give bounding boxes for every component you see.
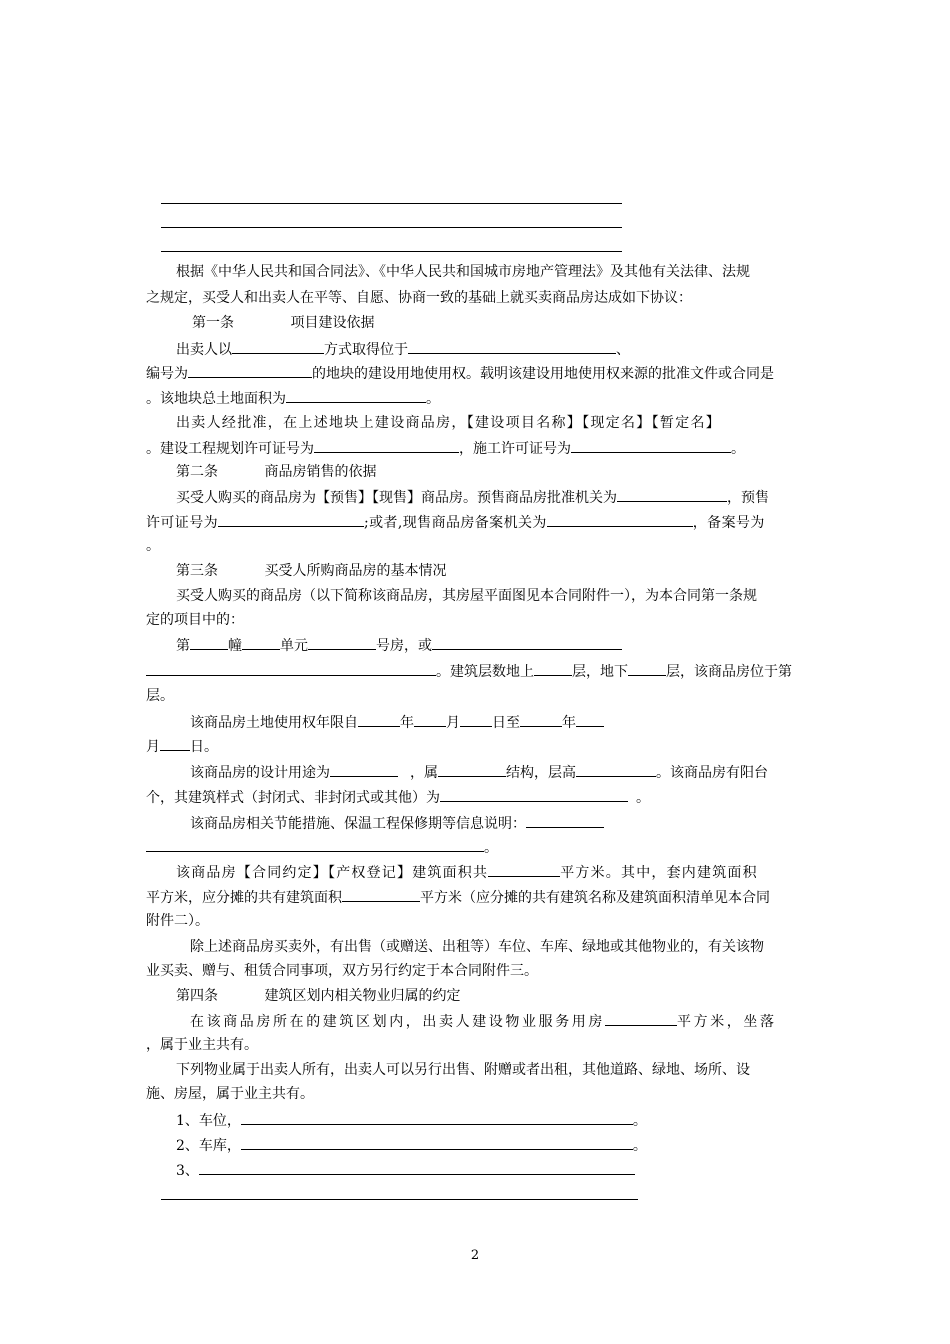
article-number: 第二条 [176, 464, 218, 480]
paragraph-line [146, 438, 745, 459]
paragraph-line: 定的项目中的： [146, 612, 244, 628]
text: 编号为 [146, 366, 188, 382]
preamble-line: 根据《中华人民共和国合同法》、《中华人民共和国城市房地产管理法》及其他有关法律、法规 [176, 264, 750, 280]
paragraph-line [190, 1011, 777, 1032]
fill-blank [628, 661, 666, 676]
fill-blank [438, 762, 506, 777]
text: 3、 [176, 1163, 199, 1179]
text: ，备案号为 [692, 515, 765, 531]
fill-blank [160, 736, 190, 751]
paragraph-line [176, 862, 758, 883]
text: ，预售 [727, 490, 769, 506]
text: 日。 [190, 739, 218, 755]
fill-blank [199, 1160, 635, 1175]
text: 年 [400, 715, 414, 731]
text: 的地块的建设用地使用权。载明该建设用地使用权来源的批准文件或合同是 [312, 366, 774, 382]
fill-blank [218, 512, 364, 527]
text: 平方米（应分摊的共有建筑名称及建筑面积清单见本合同 [420, 890, 770, 906]
text: 。 [484, 840, 498, 856]
paragraph-line [190, 712, 604, 733]
paragraph-line: 。 [146, 538, 160, 554]
blank-line [161, 1199, 638, 1200]
text: 。建筑层数地上 [436, 664, 534, 680]
text: ，属 [410, 765, 438, 781]
text: 月 [446, 715, 460, 731]
text: 平方米，应分摊的共有建筑面积 [146, 890, 342, 906]
text: 2、车库， [176, 1138, 241, 1154]
paragraph-line: ，属于业主共有。 [146, 1037, 258, 1053]
text: 号房，或 [376, 638, 432, 654]
text: 平方米，坐落 [677, 1014, 777, 1030]
article-title: 建筑区划内相关物业归属的约定 [264, 988, 461, 1004]
paragraph-line [190, 762, 768, 783]
text: 1、车位， [176, 1113, 241, 1129]
article-heading [192, 313, 374, 333]
paragraph-line [146, 887, 770, 908]
list-item [176, 1110, 647, 1131]
fill-blank [188, 363, 312, 378]
page-number: 2 [470, 1248, 480, 1263]
fill-blank [308, 635, 376, 650]
fill-blank [232, 339, 324, 354]
fill-blank [414, 712, 446, 727]
paragraph-line [146, 512, 765, 533]
article-heading [176, 462, 376, 482]
fill-blank [460, 712, 492, 727]
text: ，施工许可证号为 [459, 441, 571, 457]
text: 层，该商品房位于第 [666, 664, 792, 680]
text: 该商品房的设计用途为 [190, 765, 330, 781]
fill-blank [330, 762, 398, 777]
text: 。该商品房有阳台 [656, 765, 768, 781]
text: 。 [632, 1113, 647, 1129]
text: ;或者,现售商品房备案机关为 [364, 515, 547, 531]
text: 第 [176, 638, 190, 654]
fill-blank [408, 339, 616, 354]
fill-blank [605, 1011, 677, 1026]
paragraph-line: 附件二）。 [146, 913, 209, 929]
text: 结构，层高 [506, 765, 576, 781]
text: 个，其建筑样式（封闭式、非封闭式或其他）为 [146, 790, 440, 806]
paragraph-line [146, 661, 792, 682]
fill-blank [440, 787, 628, 802]
text: 。 [632, 1138, 647, 1154]
fill-blank [146, 661, 436, 676]
paragraph-line: 层。 [146, 688, 174, 704]
list-item [176, 1160, 635, 1181]
text: 平方米。其中，套内建筑面积 [560, 865, 758, 881]
fill-blank [358, 712, 400, 727]
fill-blank [314, 438, 459, 453]
text: 单元 [280, 638, 308, 654]
fill-blank [146, 837, 484, 852]
paragraph-line: 买受人购买的商品房（以下简称该商品房，其房屋平面图见本合同附件一），为本合同第一条规 [176, 588, 757, 604]
paragraph-line: 施、房屋，属于业主共有。 [146, 1086, 314, 1102]
article-heading [176, 986, 460, 1006]
text: 。 [426, 391, 440, 407]
list-item [176, 1135, 647, 1156]
article-title: 项目建设依据 [290, 315, 375, 331]
fill-blank [617, 487, 727, 502]
paragraph-line [146, 837, 498, 858]
paragraph-line: 业买卖、赠与、租赁合同事项，双方另行约定于本合同附件三。 [146, 963, 538, 979]
text: 日至 [492, 715, 520, 731]
fill-blank [576, 762, 656, 777]
paragraph-line [176, 339, 630, 360]
paragraph-line [146, 736, 218, 757]
paragraph-line: 下列物业属于出卖人所有，出卖人可以另行出售、附赠或者出租，其他道路、绿地、场所、设 [176, 1062, 750, 1078]
fill-blank [432, 635, 622, 650]
paragraph-line [190, 813, 604, 834]
paragraph-line: 出卖人经批准，在上述地块上建设商品房，【建设项目名称】【现定名】【暂定名】 [176, 415, 722, 431]
article-number: 第三条 [176, 563, 218, 579]
paragraph-line [146, 388, 440, 409]
paragraph-line [146, 363, 774, 384]
fill-blank [520, 712, 562, 727]
paragraph-line: 除上述商品房买卖外，有出售（或赠送、出租等）车位、车库、绿地或其他物业的，有关该物 [190, 939, 764, 955]
text: 在该商品房所在的建筑区划内，出卖人建设物业服务用房 [190, 1014, 605, 1030]
article-title: 商品房销售的依据 [264, 464, 377, 480]
paragraph-line [146, 787, 650, 808]
article-number: 第一条 [192, 315, 234, 331]
fill-blank [571, 438, 731, 453]
fill-blank [534, 661, 572, 676]
fill-blank [526, 813, 604, 828]
article-title: 买受人所购商品房的基本情况 [264, 563, 447, 579]
text: 出卖人以 [176, 342, 232, 358]
text: 该商品房【合同约定】【产权登记】建筑面积共 [176, 865, 489, 881]
preamble-line: 之规定，买受人和出卖人在平等、自愿、协商一致的基础上就买卖商品房达成如下协议： [146, 290, 692, 306]
text: 、 [616, 342, 630, 358]
text: 。 [636, 790, 650, 806]
text: 该商品房相关节能措施、保温工程保修期等信息说明： [190, 816, 526, 832]
fill-blank [342, 887, 420, 902]
fill-blank [242, 635, 280, 650]
text: 层，地下 [572, 664, 628, 680]
text: 。建设工程规划许可证号为 [146, 441, 314, 457]
blank-line [161, 251, 622, 252]
text: 许可证号为 [146, 515, 218, 531]
fill-blank [286, 388, 426, 403]
fill-blank [488, 862, 560, 877]
article-number: 第四条 [176, 988, 218, 1004]
article-heading [176, 561, 446, 581]
fill-blank [241, 1135, 633, 1150]
text: 年 [562, 715, 576, 731]
text: 。该地块总土地面积为 [146, 391, 286, 407]
fill-blank [241, 1110, 633, 1125]
text: 买受人购买的商品房为【预售】【现售】商品房。预售商品房批准机关为 [176, 490, 617, 506]
text: 该商品房土地使用权年限自 [190, 715, 358, 731]
text: 。 [731, 441, 745, 457]
text: 方式取得位于 [324, 342, 408, 358]
fill-blank [547, 512, 693, 527]
paragraph-line [176, 635, 622, 656]
blank-line [161, 227, 622, 228]
text: 幢 [228, 638, 242, 654]
paragraph-line [176, 487, 769, 508]
fill-blank [190, 635, 228, 650]
blank-line [161, 203, 622, 204]
text: 月 [146, 739, 160, 755]
fill-blank [576, 712, 604, 727]
